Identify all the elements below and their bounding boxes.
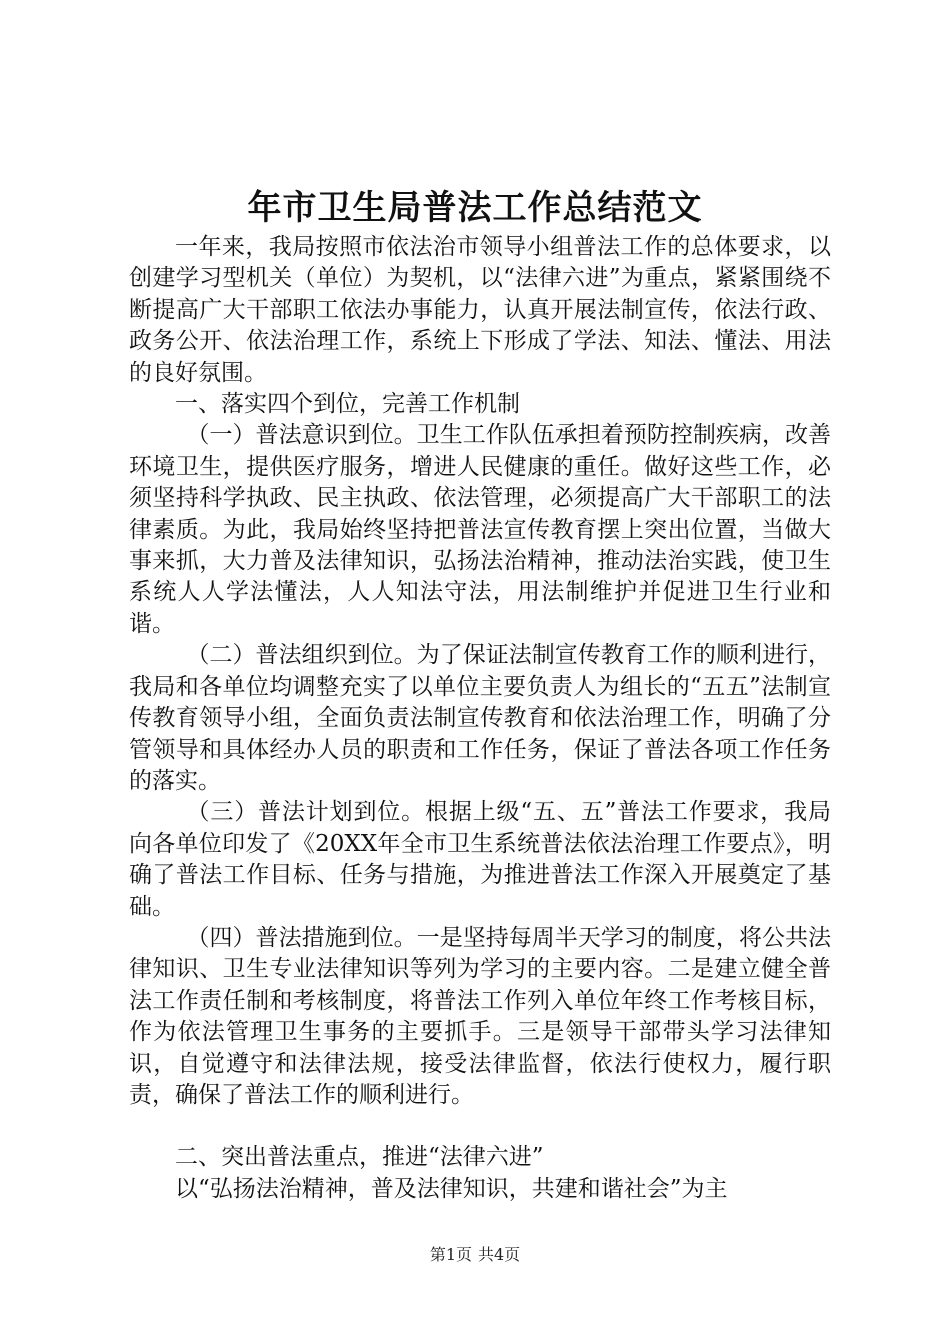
page-number: 第1页 (429, 1245, 472, 1264)
section-heading-2: 二、突出普法重点，推进“法律六进” (175, 1144, 544, 1171)
subsection-paragraph-4: （四）普法措施到位。一是坚持每周半天学习的制度，将公共法律知识、卫生专业法律知识等列为学习的主要内容。二是建立健全普法工作责任制和考核制度，将普法工作列入单位年终工作考核目标，作为依法管理卫生事务的主要抓手。三是领导干部带头学习法律知识，自觉遵守和法律法规，接受法律监督，依法行使权力，履行职责，确保了普法工作的顺利进行。 (129, 924, 831, 1108)
document-body (129, 232, 831, 1205)
page-footer (0, 1244, 950, 1266)
section-heading-1: 一、落实四个到位，完善工作机制 (175, 391, 520, 418)
page-total: 共4页 (478, 1245, 521, 1264)
subsection-paragraph-3: （三）普法计划到位。根据上级“五、五”普法工作要求，我局向各单位印发了《20XX年全市卫生系统普法依法治理工作要点》，明确了普法工作目标、任务与措施，为推进普法工作深入开展奠定了基础。 (129, 799, 831, 920)
paragraph-spacer (129, 1111, 831, 1142)
document-title: 年市卫生局普法工作总结范文 (247, 188, 703, 228)
subsection-paragraph-1: （一）普法意识到位。卫生工作队伍承担着预防控制疾病，改善环境卫生，提供医疗服务，增进人民健康的重任。做好这些工作，必须坚持科学执政、民主执政、依法管理，必须提高广大干部职工的法律素质。为此，我局始终坚持把普法宣传教育摆上突出位置，当做大事来抓，大力普及法律知识，弘扬法治精神，推动法治实践，使卫生系统人人学法懂法，人人知法守法，用法制维护并促进卫生行业和谐。 (129, 422, 831, 637)
intro-paragraph: 一年来，我局按照市依法治市领导小组普法工作的总体要求，以创建学习型机关（单位）为契机，以“法律六进”为重点，紧紧围绕不断提高广大干部职工依法办事能力，认真开展法制宣传，依法行政、政务公开、依法治理工作，系统上下形成了学法、知法、懂法、用法的良好氛围。 (129, 234, 831, 386)
section-2-paragraph: 以“弘扬法治精神，普及法律知识，共建和谐社会”为主 (175, 1175, 728, 1202)
subsection-paragraph-2: （二）普法组织到位。为了保证法制宣传教育工作的顺利进行，我局和各单位均调整充实了以单位主要负责人为组长的“五五”法制宣传教育领导小组，全面负责法制宣传教育和依法治理工作，明确了分管领导和具体经办人员的职责和工作任务，保证了普法各项工作任务的落实。 (129, 642, 831, 794)
